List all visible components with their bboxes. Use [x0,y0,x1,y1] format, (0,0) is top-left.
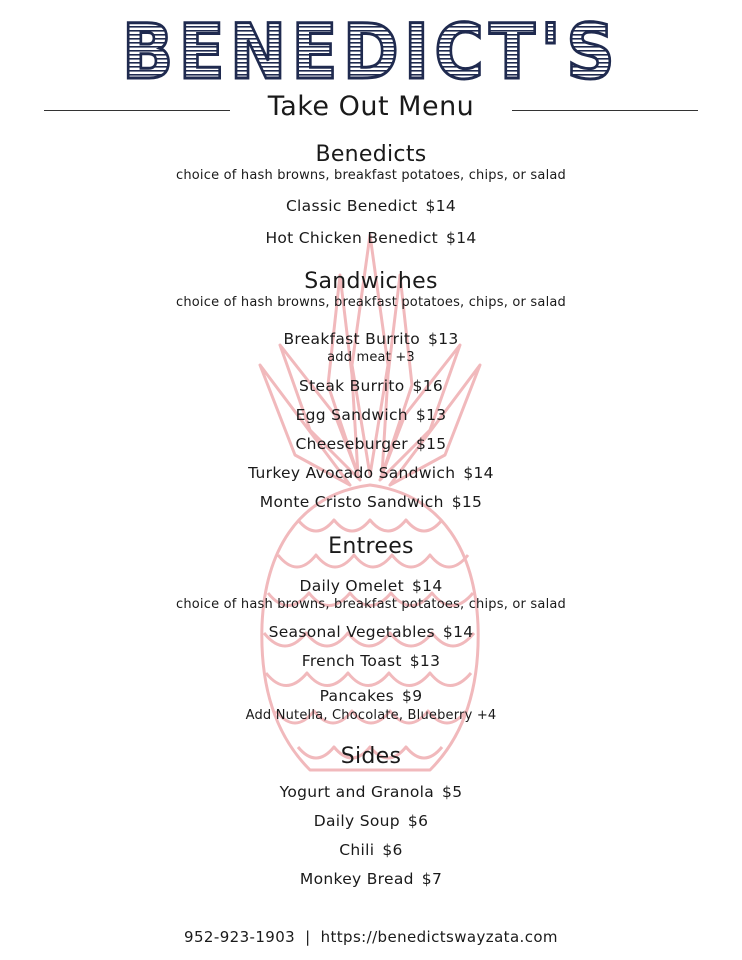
menu-item-price: $14 [425,197,457,215]
title-rule-right [512,110,698,111]
menu-item [0,464,742,482]
menu-item-price: $9 [402,687,423,705]
menu-item-price: $6 [382,841,403,859]
menu-item-name: French Toast [301,652,402,670]
section-heading-benedicts: Benedicts [315,142,427,167]
menu-item [0,812,742,830]
menu-item [0,783,742,801]
menu-item [0,623,742,641]
footer [0,928,742,946]
menu-title: Take Out Menu [267,91,475,122]
menu-item [0,870,742,888]
menu-item [0,197,742,215]
menu-item-price: $5 [442,783,463,801]
menu-item-name: Hot Chicken Benedict [265,229,439,247]
menu-item-price: $6 [407,812,429,830]
menu-item-name: Breakfast Burrito [283,330,421,348]
menu-item [0,493,742,511]
menu-item-name: Pancakes [319,687,395,705]
menu-item [0,577,742,595]
menu-item-extra: choice of hash browns, breakfast potatoes, chips, or salad [175,597,566,612]
menu-item-name: Steak Burrito [298,377,405,395]
menu-item-name: Daily Omelet [299,577,404,595]
menu-item [0,841,742,859]
footer-separator: | [305,928,311,946]
menu-item-price: $14 [463,464,494,482]
menu-item-price: $16 [412,377,444,395]
menu-item-name: Classic Benedict [285,197,418,215]
menu-item-extra: Add Nutella, Chocolate, Blueberry +4 [245,708,497,723]
menu-item-name: Chili [339,841,375,859]
menu-item [0,330,742,348]
brand-logo [0,6,742,90]
menu-item-price: $13 [409,652,441,670]
menu-item-name: Yogurt and Granola [279,783,435,801]
menu-item [0,229,742,247]
menu-item-price: $13 [415,406,447,424]
menu-item-name: Monte Cristo Sandwich [259,493,444,511]
footer-phone[interactable]: 952-923-1903 [184,928,296,946]
section-heading-sandwiches: Sandwiches [304,269,438,294]
menu-item-extra: add meat +3 [327,350,415,365]
menu-item [0,377,742,395]
menu-item-price: $15 [415,435,447,453]
menu-item [0,435,742,453]
menu-item-price: $15 [451,493,483,511]
menu-item-name: Turkey Avocado Sandwich [248,464,456,482]
menu-item-name: Cheeseburger [295,435,408,453]
menu-item-name: Daily Soup [313,812,400,830]
menu-item-price: $14 [442,623,474,641]
menu-item-name: Monkey Bread [299,870,414,888]
menu-item [0,687,742,705]
menu-item-name: Egg Sandwich [295,406,408,424]
section-heading-sides: Sides [340,744,402,769]
section-note-benedicts: choice of hash browns, breakfast potatoes, chips, or salad [175,168,566,183]
menu-item-price: $14 [412,577,443,595]
logo-wordmark-icon [0,6,742,90]
menu-item-price: $7 [421,870,443,888]
menu-item-name: Seasonal Vegetables [268,623,435,641]
menu-item-price: $13 [428,330,459,348]
menu-item-price: $14 [446,229,477,247]
section-heading-entrees: Entrees [328,534,414,559]
menu-item [0,652,742,670]
menu-item [0,406,742,424]
footer-url-link[interactable]: https://benedictswayzata.com [320,928,558,946]
section-note-sandwiches: choice of hash browns, breakfast potatoes, chips, or salad [175,295,566,310]
svg-text:BENEDICT'S: BENEDICT'S [122,7,620,90]
